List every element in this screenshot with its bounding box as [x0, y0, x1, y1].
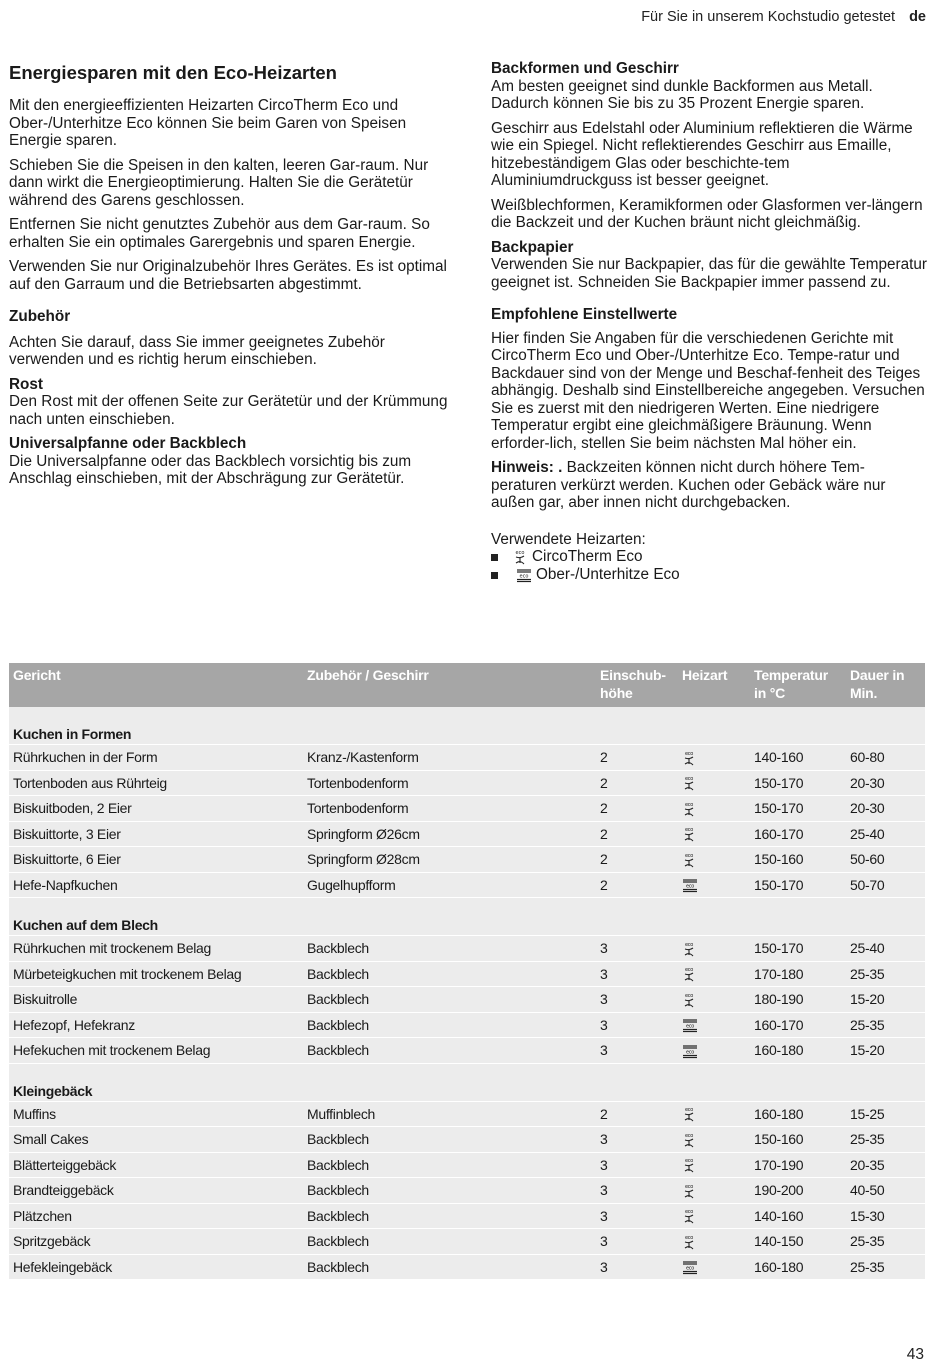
subtitle-backpapier: Backpapier [491, 238, 574, 256]
cell-heizart [678, 821, 750, 847]
cell-einschubhoehe: 3 [596, 1203, 678, 1229]
cell-gericht: Tortenboden aus Rührteig [9, 770, 303, 796]
ober-unterhitze-eco-icon [682, 877, 698, 893]
cell-heizart [678, 1229, 750, 1255]
table-row [9, 872, 925, 898]
circotherm-eco-icon [682, 1183, 696, 1199]
circotherm-eco-icon [682, 941, 696, 957]
cell-temperatur: 150-170 [750, 796, 846, 822]
hinweis-note [491, 459, 927, 512]
paragraph: Die Universalpfanne oder das Backblech vorsichtig bis zum Anschlag einschieben, mit der Abschrägung zur Gerätetür. [9, 452, 412, 487]
circotherm-eco-icon [682, 1234, 696, 1250]
list-item [491, 566, 927, 584]
cell-temperatur: 160-180 [750, 1101, 846, 1127]
cell-einschubhoehe: 3 [596, 1038, 678, 1064]
cell-dauer: 40-50 [846, 1178, 925, 1204]
circotherm-eco-icon [682, 1157, 696, 1173]
table-row [9, 1038, 925, 1064]
cell-dauer: 15-20 [846, 1038, 925, 1064]
cell-gericht: Mürbeteigkuchen mit trockenem Belag [9, 961, 303, 987]
page-header [641, 9, 926, 25]
cell-gericht: Biskuitboden, 2 Eier [9, 796, 303, 822]
cell-einschubhoehe: 3 [596, 1178, 678, 1204]
cell-zubehoer: Backblech [303, 1152, 596, 1178]
table-row [9, 1012, 925, 1038]
circotherm-eco-icon [682, 801, 696, 817]
cell-dauer: 15-20 [846, 987, 925, 1013]
heizarten-list [491, 548, 927, 584]
table-section-header [9, 1063, 925, 1101]
cell-zubehoer: Tortenbodenform [303, 796, 596, 822]
table-row [9, 936, 925, 962]
circotherm-eco-icon [682, 992, 696, 1008]
cell-einschubhoehe: 2 [596, 796, 678, 822]
cell-gericht: Biskuitrolle [9, 987, 303, 1013]
cell-zubehoer: Backblech [303, 1229, 596, 1255]
cell-dauer: 25-35 [846, 1229, 925, 1255]
svg-text:eco: eco [685, 801, 693, 808]
subtitle-rost: Rost [9, 375, 43, 393]
cell-gericht: Hefe-Napfkuchen [9, 872, 303, 898]
paragraph: Geschirr aus Edelstahl oder Aluminium reflektieren die Wärme wie ein Spiegel. Nicht reflektierendes Geschirr aus Emaille, hitzebeständigem Glas oder beschichte-tem Aluminiumdruckguss ist besser geeignet. [491, 119, 913, 189]
circotherm-eco-icon [682, 1132, 696, 1148]
cell-heizart [678, 1254, 750, 1280]
cell-gericht: Biskuittorte, 3 Eier [9, 821, 303, 847]
section-title-zubehoer: Zubehör [9, 308, 71, 325]
cell-zubehoer: Springform Ø26cm [303, 821, 596, 847]
svg-text:eco: eco [685, 776, 693, 783]
cell-heizart [678, 1178, 750, 1204]
bullet-icon [491, 554, 498, 561]
cell-zubehoer: Springform Ø28cm [303, 847, 596, 873]
cell-einschubhoehe: 3 [596, 1127, 678, 1153]
table-row [9, 1229, 925, 1255]
cell-gericht: Hefekuchen mit trockenem Belag [9, 1038, 303, 1064]
circotherm-eco-icon [682, 966, 696, 982]
cell-zubehoer: Backblech [303, 961, 596, 987]
column-header-heizart: Heizart [678, 663, 750, 707]
cell-temperatur: 150-170 [750, 936, 846, 962]
cell-temperatur: 140-150 [750, 1229, 846, 1255]
paragraph: Hier finden Sie Angaben für die verschiedenen Gerichte mit CircoTherm Eco und Ober-/Unterhitze Eco. Tempe-ratur und Backdauer sind von der Menge und Beschaf-fenheit des Teiges abhängig. Deshalb sind Einstellbereiche angegeben. Versuchen Sie es zuerst mit den niedrigeren Werten. Eine niedrigere Temperatur ergibt eine gleichmäßigere Bräunung. Wenn erforder-lich, stellen Sie beim nächsten Mal höher ein. [491, 329, 925, 452]
cell-gericht: Rührkuchen in der Form [9, 745, 303, 771]
cell-temperatur: 180-190 [750, 987, 846, 1013]
cell-dauer: 20-30 [846, 770, 925, 796]
settings-table [9, 663, 925, 1280]
column-header-zubehoer: Zubehör / Geschirr [303, 663, 596, 707]
paragraph: Weißblechformen, Keramikformen oder Glasformen ver-längern die Backzeit und der Kuchen bräunt nicht gleichmäßig. [491, 196, 923, 231]
section-title: Kuchen auf dem Blech [9, 898, 925, 936]
table-section-header [9, 707, 925, 745]
circotherm-eco-icon [682, 852, 696, 868]
section-title: Kleingebäck [9, 1063, 925, 1101]
cell-einschubhoehe: 3 [596, 936, 678, 962]
cell-dauer: 20-30 [846, 796, 925, 822]
cell-einschubhoehe: 3 [596, 1254, 678, 1280]
cell-temperatur: 150-160 [750, 1127, 846, 1153]
ober-unterhitze-eco-icon [682, 1017, 698, 1033]
table-header-row [9, 663, 925, 707]
cell-temperatur: 140-160 [750, 745, 846, 771]
cell-dauer: 50-70 [846, 872, 925, 898]
paragraph: Achten Sie darauf, dass Sie immer geeignetes Zubehör verwenden und es richtig herum einschieben. [9, 333, 385, 368]
circotherm-eco-icon [682, 775, 696, 791]
cell-dauer: 25-40 [846, 821, 925, 847]
cell-zubehoer: Backblech [303, 987, 596, 1013]
table-row [9, 796, 925, 822]
cell-einschubhoehe: 3 [596, 1152, 678, 1178]
cell-zubehoer: Backblech [303, 1203, 596, 1229]
cell-heizart [678, 987, 750, 1013]
svg-text:eco: eco [686, 883, 694, 890]
paragraph: Am besten geeignet sind dunkle Backformen aus Metall. Dadurch können Sie bis zu 35 Prozent Energie sparen. [491, 77, 873, 112]
circotherm-eco-icon [512, 549, 528, 565]
cell-einschubhoehe: 3 [596, 1012, 678, 1038]
circotherm-eco-icon [682, 1208, 696, 1224]
ober-unterhitze-eco-icon [682, 1259, 698, 1275]
cell-zubehoer: Gugelhupfform [303, 872, 596, 898]
page-number: 43 [906, 1346, 924, 1363]
cell-temperatur: 160-180 [750, 1254, 846, 1280]
cell-temperatur: 170-180 [750, 961, 846, 987]
cell-heizart [678, 770, 750, 796]
list-item-label: Ober-/Unterhitze Eco [536, 566, 680, 584]
table-row [9, 847, 925, 873]
cell-gericht: Hefekleingebäck [9, 1254, 303, 1280]
table-row [9, 770, 925, 796]
cell-dauer: 25-40 [846, 936, 925, 962]
ober-unterhitze-eco-icon [682, 1043, 698, 1059]
paragraph: Entfernen Sie nicht genutztes Zubehör aus dem Gar-raum. So erhalten Sie ein optimales Garergebnis und sparen Energie. [9, 216, 430, 251]
cell-einschubhoehe: 2 [596, 770, 678, 796]
circotherm-eco-icon [682, 1106, 696, 1122]
cell-dauer: 15-25 [846, 1101, 925, 1127]
cell-heizart [678, 796, 750, 822]
svg-text:eco: eco [686, 1265, 694, 1272]
svg-text:eco: eco [685, 1107, 693, 1114]
cell-heizart [678, 847, 750, 873]
cell-heizart [678, 1127, 750, 1153]
header-title: Für Sie in unserem Kochstudio getestet [641, 9, 896, 25]
svg-text:eco: eco [685, 1234, 693, 1241]
svg-text:eco: eco [685, 852, 693, 859]
cell-heizart [678, 1101, 750, 1127]
language-code: de [909, 9, 926, 25]
cell-zubehoer: Backblech [303, 1254, 596, 1280]
subtitle-universalpfanne: Universalpfanne oder Backblech [9, 435, 247, 452]
circotherm-eco-icon [682, 750, 696, 766]
list-item-label: CircoTherm Eco [532, 548, 643, 566]
right-column [491, 60, 927, 584]
cell-dauer: 50-60 [846, 847, 925, 873]
cell-gericht: Biskuittorte, 6 Eier [9, 847, 303, 873]
cell-heizart [678, 936, 750, 962]
cell-einschubhoehe: 3 [596, 961, 678, 987]
circotherm-eco-icon [682, 826, 696, 842]
cell-temperatur: 190-200 [750, 1178, 846, 1204]
paragraph: Den Rost mit der offenen Seite zur Gerätetür und der Krümmung nach unten einschieben. [9, 393, 448, 428]
svg-text:eco: eco [519, 573, 529, 580]
hinweis-text: Backzeiten können nicht durch höhere Tem-peraturen verkürzt werden. Kuchen oder Gebäck wäre nur außen gar, aber innen nicht durchgebacken. [491, 459, 886, 511]
cell-heizart [678, 1012, 750, 1038]
cell-dauer: 25-35 [846, 961, 925, 987]
paragraph: Schieben Sie die Speisen in den kalten, leeren Gar-raum. Nur dann wirkt die Energieoptimierung. Halten Sie die Gerätetür während des Garens geschlossen. [9, 156, 429, 209]
column-header-gericht: Gericht [9, 663, 303, 707]
cell-zubehoer: Tortenbodenform [303, 770, 596, 796]
left-column [9, 60, 449, 495]
cell-temperatur: 140-160 [750, 1203, 846, 1229]
cell-temperatur: 170-190 [750, 1152, 846, 1178]
cell-temperatur: 160-180 [750, 1038, 846, 1064]
svg-text:eco: eco [685, 1183, 693, 1190]
cell-gericht: Muffins [9, 1101, 303, 1127]
cell-zubehoer: Backblech [303, 1012, 596, 1038]
cell-gericht: Hefezopf, Hefekranz [9, 1012, 303, 1038]
cell-dauer: 20-35 [846, 1152, 925, 1178]
svg-text:eco: eco [685, 1158, 693, 1165]
cell-dauer: 25-35 [846, 1254, 925, 1280]
svg-text:eco: eco [685, 941, 693, 948]
list-item [491, 548, 927, 566]
column-header-einschubhoehe: Einschub- höhe [596, 663, 678, 707]
table-row [9, 1178, 925, 1204]
cell-einschubhoehe: 2 [596, 745, 678, 771]
cell-gericht: Blätterteiggebäck [9, 1152, 303, 1178]
cell-temperatur: 150-170 [750, 872, 846, 898]
cell-dauer: 25-35 [846, 1127, 925, 1153]
heizarten-title: Verwendete Heizarten: [491, 530, 646, 548]
cell-zubehoer: Backblech [303, 1127, 596, 1153]
cell-einschubhoehe: 2 [596, 872, 678, 898]
section-title-energiesparen: Energiesparen mit den Eco-Heizarten [9, 62, 337, 83]
svg-text:eco: eco [685, 967, 693, 974]
cell-einschubhoehe: 2 [596, 821, 678, 847]
cell-dauer: 15-30 [846, 1203, 925, 1229]
hinweis-label: Hinweis: . [491, 459, 563, 476]
subtitle-backformen: Backformen und Geschirr [491, 60, 679, 77]
cell-einschubhoehe: 3 [596, 1229, 678, 1255]
table-row [9, 1101, 925, 1127]
table-row [9, 821, 925, 847]
cell-gericht: Small Cakes [9, 1127, 303, 1153]
table-row [9, 1203, 925, 1229]
svg-text:eco: eco [685, 827, 693, 834]
cell-heizart [678, 745, 750, 771]
cell-dauer: 60-80 [846, 745, 925, 771]
cell-zubehoer: Kranz-/Kastenform [303, 745, 596, 771]
cell-temperatur: 150-160 [750, 847, 846, 873]
ober-unterhitze-eco-icon [516, 567, 532, 583]
cell-heizart [678, 1203, 750, 1229]
cell-temperatur: 150-170 [750, 770, 846, 796]
cell-gericht: Spritzgebäck [9, 1229, 303, 1255]
svg-text:eco: eco [685, 992, 693, 999]
paragraph: Verwenden Sie nur Backpapier, das für die gewählte Temperatur geeignet ist. Schneiden Sie Backpapier immer passend zu. [491, 256, 927, 291]
cell-gericht: Rührkuchen mit trockenem Belag [9, 936, 303, 962]
svg-text:eco: eco [686, 1023, 694, 1030]
section-title: Kuchen in Formen [9, 707, 925, 745]
table-section-header [9, 898, 925, 936]
cell-temperatur: 160-170 [750, 821, 846, 847]
table-row [9, 1127, 925, 1153]
cell-zubehoer: Backblech [303, 1038, 596, 1064]
table-row [9, 745, 925, 771]
cell-zubehoer: Backblech [303, 1178, 596, 1204]
svg-text:eco: eco [685, 1209, 693, 1216]
cell-gericht: Plätzchen [9, 1203, 303, 1229]
column-header-dauer: Dauer in Min. [846, 663, 925, 707]
table-row [9, 1254, 925, 1280]
svg-text:eco: eco [685, 1132, 693, 1139]
svg-text:eco: eco [515, 550, 525, 556]
cell-heizart [678, 1152, 750, 1178]
bullet-icon [491, 572, 498, 579]
column-header-temperatur: Temperatur in °C [750, 663, 846, 707]
cell-einschubhoehe: 3 [596, 987, 678, 1013]
paragraph: Verwenden Sie nur Originalzubehör Ihres Gerätes. Es ist optimal auf den Garraum und die Betriebsarten abgestimmt. [9, 258, 447, 293]
cell-heizart [678, 1038, 750, 1064]
cell-zubehoer: Muffinblech [303, 1101, 596, 1127]
cell-heizart [678, 961, 750, 987]
svg-text:eco: eco [685, 750, 693, 757]
table-row [9, 1152, 925, 1178]
cell-gericht: Brandteiggebäck [9, 1178, 303, 1204]
cell-dauer: 25-35 [846, 1012, 925, 1038]
table-row [9, 987, 925, 1013]
cell-einschubhoehe: 2 [596, 847, 678, 873]
paragraph: Mit den energieeffizienten Heizarten CircoTherm Eco und Ober-/Unterhitze Eco können Sie beim Garen von Speisen Energie sparen. [9, 97, 407, 149]
cell-zubehoer: Backblech [303, 936, 596, 962]
cell-temperatur: 160-170 [750, 1012, 846, 1038]
table-row [9, 961, 925, 987]
cell-heizart [678, 872, 750, 898]
section-title-empfohlene-einstellwerte: Empfohlene Einstellwerte [491, 306, 678, 323]
cell-einschubhoehe: 2 [596, 1101, 678, 1127]
svg-text:eco: eco [686, 1049, 694, 1056]
